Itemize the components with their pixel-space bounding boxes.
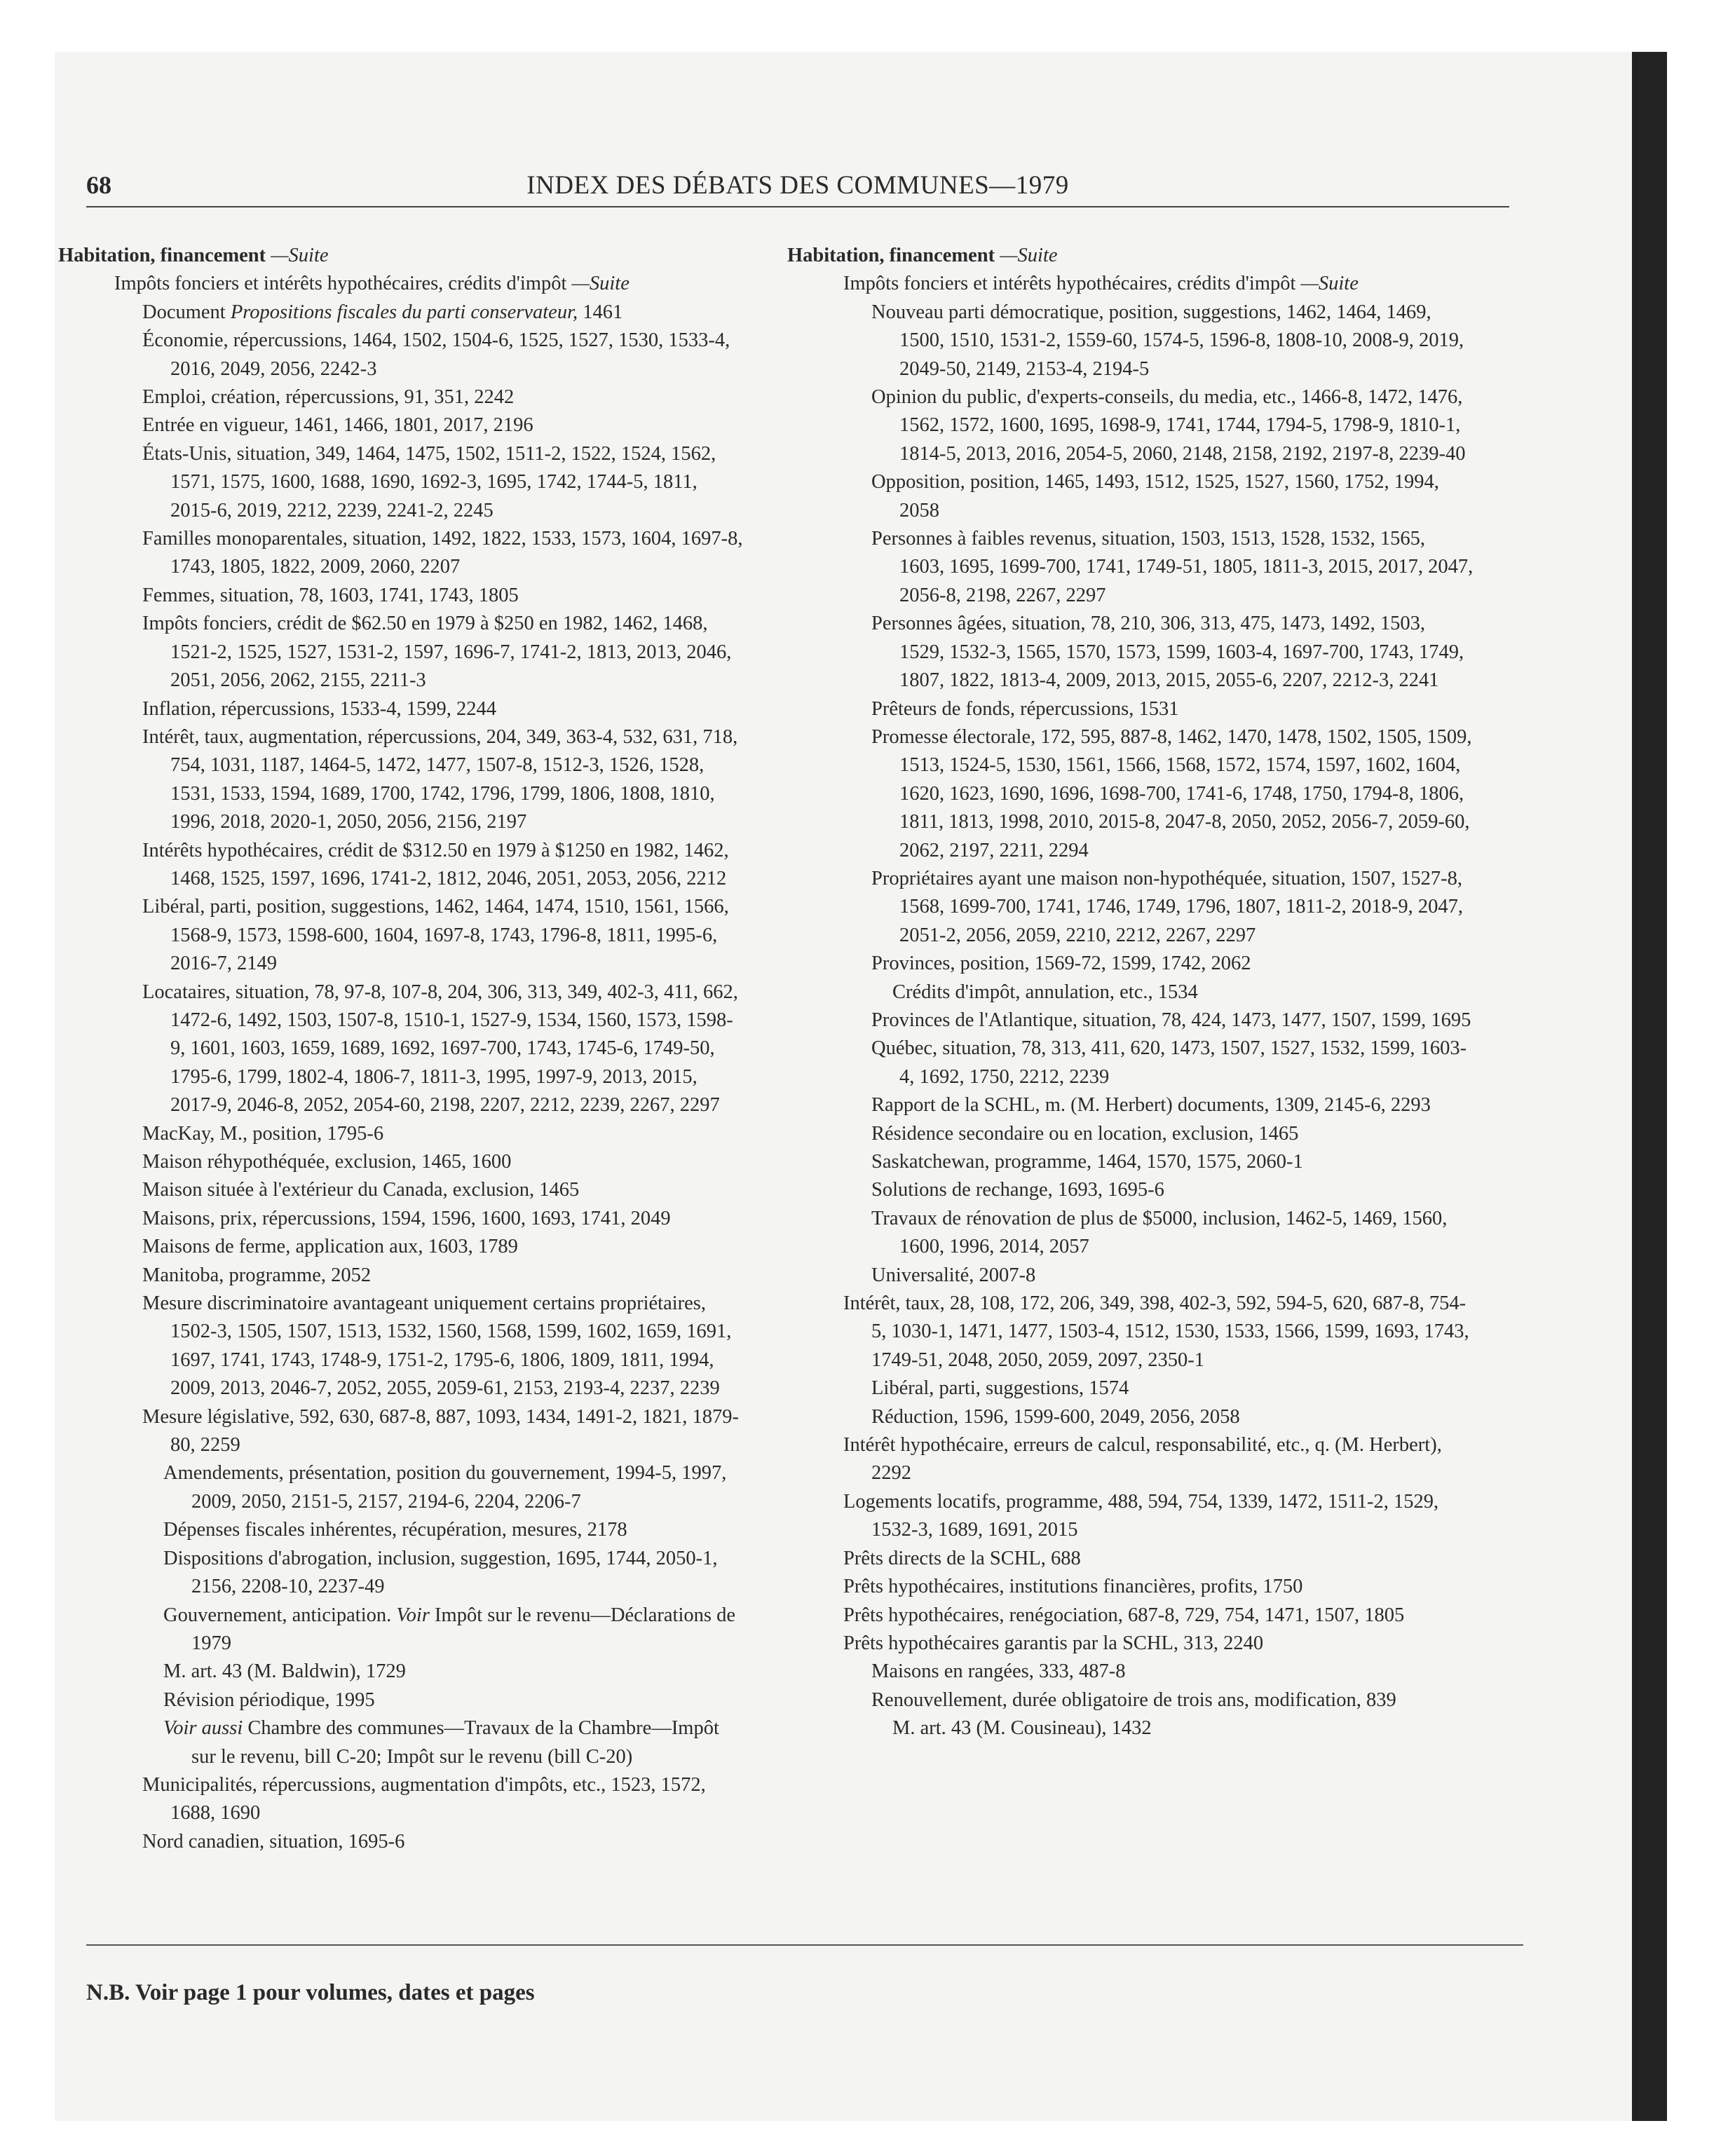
index-entry <box>815 610 1474 695</box>
right-column <box>787 242 1474 1743</box>
entry-text: M. art. 43 (M. Baldwin), 1729 <box>163 1660 406 1683</box>
index-entry <box>815 950 1474 978</box>
entry-text: Prêts hypothécaires, renégociation, 687-8, 729, 754, 1471, 1507, 1805 <box>843 1604 1405 1626</box>
footer-rule <box>86 1944 1523 1946</box>
index-entry <box>815 1035 1474 1091</box>
left-column <box>58 242 745 1856</box>
entry-text: Municipalités, répercussions, augmentation d'impôts, etc., 1523, 1572, 1688, 1690 <box>142 1773 706 1824</box>
entry-text: Logements locatifs, programme, 488, 594, 754, 1339, 1472, 1511-2, 1529, 1532-3, 1689, 1691, 2015 <box>843 1490 1439 1541</box>
entry-text: Travaux de rénovation de plus de $5000, inclusion, 1462-5, 1469, 1560, 1600, 1996, 2014, 2057 <box>871 1207 1448 1258</box>
entry-text: Impôts fonciers et intérêts hypothécaires, crédits d'impôt <box>843 273 1301 295</box>
entry-text: Résidence secondaire ou en location, exclusion, 1465 <box>871 1122 1299 1145</box>
index-entry <box>815 723 1474 865</box>
index-entry <box>815 1091 1474 1119</box>
entry-text: Document <box>142 301 231 323</box>
index-entry <box>86 1714 745 1771</box>
entry-text: Impôts fonciers, crédit de $62.50 en 1979 à $250 en 1982, 1462, 1468, 1521-2, 1525, 1527, 1531-2, 1597, 1696-7, 1741-2, 1813, 2013, 2046, 2051, 2056, 2062, 2155, 2211-3 <box>142 613 732 692</box>
entry-text: Impôts fonciers et intérêts hypothécaires, crédits d'impôt <box>114 273 572 295</box>
entry-italic-text: —Suite <box>271 245 329 266</box>
entry-text: Rapport de la SCHL, m. (M. Herbert) documents, 1309, 2145-6, 2293 <box>871 1094 1431 1117</box>
index-entry <box>86 1403 745 1460</box>
index-entry <box>86 1233 745 1261</box>
index-entry <box>86 1176 745 1204</box>
entry-text: Solutions de rechange, 1693, 1695-6 <box>871 1179 1164 1201</box>
entry-text: Femmes, situation, 78, 1603, 1741, 1743, 1805 <box>142 584 519 606</box>
index-entry <box>86 1686 745 1714</box>
index-entry <box>815 865 1474 950</box>
index-entry <box>815 299 1474 383</box>
index-entry <box>815 1630 1474 1658</box>
entry-text: Saskatchewan, programme, 1464, 1570, 1575, 2060-1 <box>871 1151 1303 1173</box>
index-entry <box>815 1176 1474 1204</box>
index-entry <box>86 610 745 695</box>
index-entry <box>815 1686 1474 1714</box>
index-entry <box>815 1488 1474 1545</box>
index-entry <box>815 978 1474 1007</box>
entry-rest-text: Chambre des communes—Travaux de la Chambre—Impôt sur le revenu, bill C-20; Impôt sur le revenu (bill C-20) <box>191 1717 719 1768</box>
entry-text: Amendements, présentation, position du gouvernement, 1994-5, 1997, 2009, 2050, 2151-5, 2157, 2194-6, 2204, 2206-7 <box>163 1462 727 1513</box>
entry-text: Mesure discriminatoire avantageant uniquement certains propriétaires, 1502-3, 1505, 1507, 1513, 1532, 1560, 1568, 1599, 1602, 1659, 1691, 1697, 1741, 1743, 1748-9, 1751-2, 1795-6, 1806, 1809, 1811, 1994, 2009, 2013, 2046-7, 2052, 2055, 2059-61, 2153, 2193-4, 2237, 2239 <box>142 1292 732 1400</box>
entry-text: Manitoba, programme, 2052 <box>142 1264 372 1286</box>
entry-text: Intérêt, taux, augmentation, répercussions, 204, 349, 363-4, 532, 631, 718, 754, 1031, 1187, 1464-5, 1472, 1477, 1507-8, 1512-3, 1526, 1528, 1531, 1533, 1594, 1689, 1700, 1742, 1796, 1799, 1806, 1808, 1810, 1996, 2018, 2020-1, 2050, 2056, 2156, 2197 <box>142 725 738 833</box>
index-entry <box>815 1545 1474 1573</box>
index-entry <box>86 1771 745 1828</box>
entry-text: Intérêt hypothécaire, erreurs de calcul, responsabilité, etc., q. (M. Herbert), 2292 <box>843 1434 1442 1485</box>
entry-text: Opposition, position, 1465, 1493, 1512, 1525, 1527, 1560, 1752, 1994, 2058 <box>871 471 1439 521</box>
index-entry <box>815 695 1474 723</box>
index-entry <box>815 1658 1474 1686</box>
entry-italic-text: Voir <box>396 1604 430 1626</box>
entry-rest-text: Impôt sur le revenu—Déclarations de 1979 <box>191 1604 735 1654</box>
entry-text: Habitation, financement <box>787 245 1000 266</box>
entry-text: Entrée en vigueur, 1461, 1466, 1801, 2017, 2196 <box>142 414 533 437</box>
index-entry <box>86 1828 745 1856</box>
index-entry <box>815 1290 1474 1374</box>
index-entry <box>86 1120 745 1148</box>
index-entry <box>86 1205 745 1233</box>
entry-text: Intérêts hypothécaires, crédit de $312.50 en 1979 à $1250 en 1982, 1462, 1468, 1525, 1597, 1696, 1741-2, 1812, 2046, 2051, 2053, 2056, 2212 <box>142 839 729 889</box>
index-heading <box>58 242 745 270</box>
entry-text: Personnes à faibles revenus, situation, 1503, 1513, 1528, 1532, 1565, 1603, 1695, 1699-700, 1741, 1749-51, 1805, 1811-3, 2015, 2017, 2047, 2056-8, 2198, 2267, 2297 <box>871 528 1474 606</box>
entry-text: Nord canadien, situation, 1695-6 <box>142 1830 405 1853</box>
page-number: 68 <box>86 171 111 199</box>
index-entry <box>86 1658 745 1686</box>
index-entry <box>815 1602 1474 1630</box>
index-entry <box>86 893 745 978</box>
index-entry <box>815 1374 1474 1403</box>
index-entry <box>86 440 745 525</box>
index-entry <box>86 1262 745 1290</box>
entry-text: Dispositions d'abrogation, inclusion, suggestion, 1695, 1744, 2050-1, 2156, 2208-10, 2237-49 <box>163 1547 718 1598</box>
index-entry <box>815 1714 1474 1742</box>
index-entry <box>86 1148 745 1176</box>
entry-text: Économie, répercussions, 1464, 1502, 1504-6, 1525, 1527, 1530, 1533-4, 2016, 2049, 2056, 2242-3 <box>142 329 730 380</box>
index-heading <box>787 242 1474 270</box>
index-entry <box>86 582 745 610</box>
entry-text: Libéral, parti, position, suggestions, 1462, 1464, 1474, 1510, 1561, 1566, 1568-9, 1573, 1598-600, 1604, 1697-8, 1743, 1796-8, 1811, 1995-6, 2016-7, 2149 <box>142 896 729 975</box>
index-entry <box>815 1403 1474 1431</box>
entry-text: Emploi, création, répercussions, 91, 351, 2242 <box>142 386 515 409</box>
entry-text: Maison située à l'extérieur du Canada, exclusion, 1465 <box>142 1179 580 1201</box>
entry-text: Propriétaires ayant une maison non-hypothéquée, situation, 1507, 1527-8, 1568, 1699-700, 1741, 1746, 1749, 1796, 1807, 1811-2, 2018-9, 2047, 2051-2, 2056, 2059, 2210, 2212, 2267, 2297 <box>871 867 1464 946</box>
scan-edge-shadow <box>1632 52 1667 2121</box>
index-entry <box>86 723 745 837</box>
index-entry <box>815 383 1474 468</box>
index-entry <box>815 1007 1474 1035</box>
entry-text: MacKay, M., position, 1795-6 <box>142 1122 384 1145</box>
entry-text: Prêteurs de fonds, répercussions, 1531 <box>871 697 1179 720</box>
entry-text: Prêts hypothécaires, institutions financières, profits, 1750 <box>843 1576 1303 1598</box>
entry-text: Réduction, 1596, 1599-600, 2049, 2056, 2058 <box>871 1405 1240 1428</box>
index-entry <box>86 411 745 439</box>
index-entry <box>815 270 1474 298</box>
entry-rest-text: 1461 <box>578 301 623 323</box>
header-rule <box>86 206 1509 207</box>
entry-text: Gouvernement, anticipation. <box>163 1604 397 1626</box>
entry-text: Locataires, situation, 78, 97-8, 107-8, 204, 306, 313, 349, 402-3, 411, 662, 1472-6, 1492, 1503, 1507-8, 1510-1, 1527-9, 1534, 1560, 1573, 1598-9, 1601, 1603, 1659, 1689, 1692, 1697-700, 1743, 1745-6, 1749-50, 1795-6, 1799, 1802-4, 1806-7, 1811-3, 1995, 1997-9, 2013, 2015, 2017-9, 2046-8, 2052, 2054-60, 2198, 2207, 2212, 2239, 2267, 2297 <box>142 981 738 1117</box>
entry-text: Maison réhypothéquée, exclusion, 1465, 1600 <box>142 1151 512 1173</box>
entry-italic-text: —Suite <box>1000 245 1058 266</box>
entry-text: Québec, situation, 78, 313, 411, 620, 1473, 1507, 1527, 1532, 1599, 1603-4, 1692, 1750, 2212, 2239 <box>871 1037 1467 1088</box>
entry-text: Promesse électorale, 172, 595, 887-8, 1462, 1470, 1478, 1502, 1505, 1509, 1513, 1524-5, 1530, 1561, 1566, 1568, 1572, 1574, 1597, 1602, 1604, 1620, 1623, 1690, 1696, 1698-700, 1741-6, 1748, 1750, 1794-8, 1806, 1811, 1813, 1998, 2010, 2015-8, 2047-8, 2050, 2052, 2056-7, 2059-60, 2062, 2197, 2211, 2294 <box>871 725 1472 861</box>
entry-text: Inflation, répercussions, 1533-4, 1599, 2244 <box>142 697 496 720</box>
entry-text: États-Unis, situation, 349, 1464, 1475, 1502, 1511-2, 1522, 1524, 1562, 1571, 1575, 1600, 1688, 1690, 1692-3, 1695, 1742, 1744-5, 1811, 2015-6, 2019, 2212, 2239, 2241-2, 2245 <box>142 442 716 521</box>
index-entry <box>86 1290 745 1403</box>
entry-text: Libéral, parti, suggestions, 1574 <box>871 1377 1129 1400</box>
index-entry <box>815 525 1474 610</box>
entry-text: Maisons de ferme, application aux, 1603, 1789 <box>142 1236 518 1258</box>
entry-text: Crédits d'impôt, annulation, etc., 1534 <box>892 981 1198 1003</box>
entry-text: Renouvellement, durée obligatoire de trois ans, modification, 839 <box>871 1688 1396 1711</box>
entry-text: Dépenses fiscales inhérentes, récupération, mesures, 2178 <box>163 1519 627 1541</box>
entry-text: Universalité, 2007-8 <box>871 1264 1036 1286</box>
entry-text: Nouveau parti démocratique, position, suggestions, 1462, 1464, 1469, 1500, 1510, 1531-2, 1559-60, 1574-5, 1596-8, 1808-10, 2008-9, 2019, 2049-50, 2149, 2153-4, 2194-5 <box>871 301 1464 380</box>
index-entry <box>86 1602 745 1658</box>
index-entry <box>815 1120 1474 1148</box>
entry-text: Intérêt, taux, 28, 108, 172, 206, 349, 398, 402-3, 592, 594-5, 620, 687-8, 754-5, 1030-1, 1471, 1477, 1503-4, 1512, 1530, 1533, 1566, 1599, 1693, 1743, 1749-51, 2048, 2050, 2059, 2097, 2350-1 <box>843 1292 1469 1371</box>
index-entry <box>86 270 745 298</box>
entry-text: Maisons en rangées, 333, 487-8 <box>871 1660 1126 1683</box>
index-entry <box>86 978 745 1120</box>
index-entry <box>815 1262 1474 1290</box>
footnote: N.B. Voir page 1 pour volumes, dates et pages <box>86 1980 535 2005</box>
index-entry <box>86 383 745 411</box>
index-entry <box>86 837 745 894</box>
index-entry <box>86 327 745 383</box>
entry-text: Prêts directs de la SCHL, 688 <box>843 1547 1081 1569</box>
entry-text: Opinion du public, d'experts-conseils, du media, etc., 1466-8, 1472, 1476, 1562, 1572, 1600, 1695, 1698-9, 1741, 1744, 1794-5, 1798-9, 1810-1, 1814-5, 2013, 2016, 2054-5, 2060, 2148, 2158, 2192, 2197-8, 2239-40 <box>871 386 1466 465</box>
index-entry <box>815 1573 1474 1601</box>
page-header <box>86 170 1509 204</box>
entry-text: M. art. 43 (M. Cousineau), 1432 <box>892 1717 1152 1740</box>
entry-text: Mesure législative, 592, 630, 687-8, 887, 1093, 1434, 1491-2, 1821, 1879-80, 2259 <box>142 1405 739 1456</box>
index-entry <box>86 299 745 327</box>
entry-italic-text: —Suite <box>571 273 630 295</box>
index-entry <box>815 468 1474 525</box>
entry-italic-text: Voir aussi <box>163 1717 243 1740</box>
entry-text: Provinces, position, 1569-72, 1599, 1742, 2062 <box>871 953 1251 975</box>
index-entry <box>86 695 745 723</box>
index-entry <box>815 1431 1474 1488</box>
entry-italic-text: Propositions fiscales du parti conservateur, <box>230 301 578 323</box>
index-entry <box>86 1516 745 1544</box>
entry-text: Habitation, financement <box>58 245 271 266</box>
entry-text: Provinces de l'Atlantique, situation, 78, 424, 1473, 1477, 1507, 1599, 1695 <box>871 1009 1471 1031</box>
entry-italic-text: —Suite <box>1300 273 1359 295</box>
index-entry <box>86 1459 745 1516</box>
entry-text: Révision périodique, 1995 <box>163 1688 375 1711</box>
index-entry <box>86 1545 745 1602</box>
index-entry <box>86 525 745 582</box>
index-entry <box>815 1205 1474 1262</box>
entry-text: Maisons, prix, répercussions, 1594, 1596, 1600, 1693, 1741, 2049 <box>142 1207 671 1229</box>
entry-text: Familles monoparentales, situation, 1492, 1822, 1533, 1573, 1604, 1697-8, 1743, 1805, 1822, 2009, 2060, 2207 <box>142 528 743 578</box>
page-title: INDEX DES DÉBATS DES COMMUNES—1979 <box>526 171 1069 200</box>
entry-text: Prêts hypothécaires garantis par la SCHL, 313, 2240 <box>843 1632 1264 1654</box>
entry-text: Personnes âgées, situation, 78, 210, 306, 313, 475, 1473, 1492, 1503, 1529, 1532-3, 1565, 1570, 1573, 1599, 1603-4, 1697-700, 1743, 1749, 1807, 1822, 1813-4, 2009, 2013, 2015, 2055-6, 2207, 2212-3, 2241 <box>871 613 1464 692</box>
index-entry <box>815 1148 1474 1176</box>
